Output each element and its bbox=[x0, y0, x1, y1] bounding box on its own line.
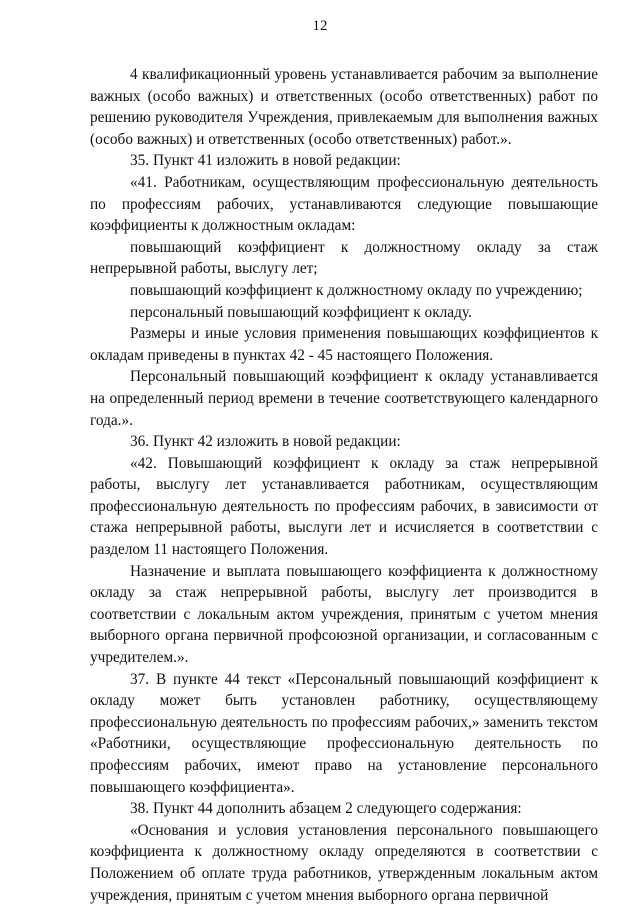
paragraph: Назначение и выплата повышающего коэффициента к должностному окладу за стаж непрерывной работы, выслугу лет производится в соответствии с локальным актом учреждения, принятым с учетом мнения выборного органа первичной профсоюзной организации, и согласованным с учредителем.». bbox=[90, 562, 598, 667]
document-body bbox=[90, 64, 598, 906]
paragraph: «41. Работникам, осуществляющим профессиональную деятельность по профессиям рабочих, устанавливаются следующие повышающие коэффициенты к должностным окладам: bbox=[90, 173, 598, 235]
paragraph: «42. Повышающий коэффициент к окладу за стаж непрерывной работы, выслугу лет устанавливается работникам, осуществляющим профессиональную деятельность по профессиям рабочих, в зависимости от стажа непрерывной работы, выслуги лет и исчисляется в соответствии с разделом 11 настоящего Положения. bbox=[90, 454, 598, 559]
paragraph: персональный повышающий коэффициент к окладу. bbox=[130, 303, 472, 321]
page-number: 12 bbox=[312, 18, 328, 34]
paragraph: 35. Пункт 41 изложить в новой редакции: bbox=[130, 152, 401, 170]
paragraph: 36. Пункт 42 изложить в новой редакции: bbox=[130, 433, 401, 451]
paragraph: 4 квалификационный уровень устанавливается рабочим за выполнение важных (особо важных) и ответственных (особо ответственных) работ по решению руководителя Учреждения, привлекаемым для выполнения важных (особо важных) и ответственных (особо ответственных) работ.». bbox=[90, 66, 598, 148]
paragraph: повышающий коэффициент к должностному окладу по учреждению; bbox=[130, 281, 583, 299]
paragraph: Размеры и иные условия применения повышающих коэффициентов к окладам приведены в пунктах 42 - 45 настоящего Положения. bbox=[90, 325, 598, 364]
paragraph: повышающий коэффициент к должностному окладу за стаж непрерывной работы, выслугу лет; bbox=[90, 238, 598, 278]
paragraph: «Основания и условия установления персонального повышающего коэффициента к должностному окладу определяются в соответствии с Положением об оплате труда работников, утвержденным локальным актом учреждения, принятым с учетом мнения выборного органа первичной bbox=[90, 821, 598, 904]
paragraph: Персональный повышающий коэффициент к окладу устанавливается на определенный период времени в течение соответствующего календарного года.». bbox=[90, 368, 598, 429]
paragraph: 38. Пункт 44 дополнить абзацем 2 следующего содержания: bbox=[130, 800, 522, 818]
paragraph: 37. В пункте 44 текст «Персональный повышающий коэффициент к окладу может быть установлен работнику, осуществляющему профессиональную деятельность по профессиям рабочих,» заменить текстом «Работники, осуществляющие профессиональную деятельность по профессиям рабочих, имеют право на установление персонального повышающего коэффициента». bbox=[90, 670, 598, 796]
